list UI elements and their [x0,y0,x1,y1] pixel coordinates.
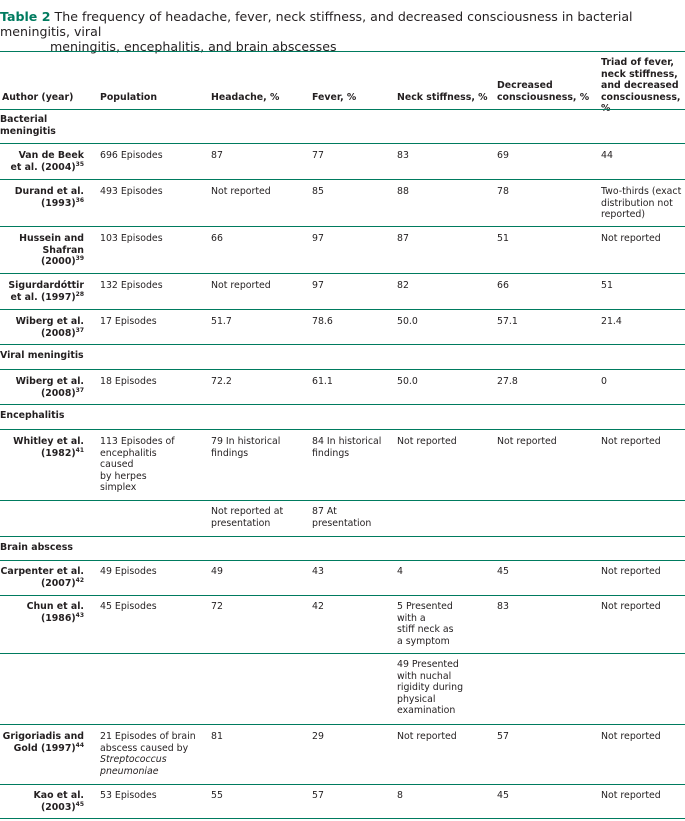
col-header-author: Author (year) [2,92,74,103]
consciousness-cell: 45 [497,566,509,577]
population-cell: 103 Episodes [100,233,163,244]
neck-stiffness-cell: 83 [397,150,409,161]
headache-cell: Not reported [211,280,271,291]
fever-cell: 57 [312,790,324,801]
row-rule [0,595,685,596]
consciousness-cell: Not reported [497,436,557,447]
author-cell: Wiberg et al. $(2008)^{37}$ [15,376,84,399]
consciousness-cell: 51 [497,233,509,244]
population-cell: 18 Episodes [100,376,157,387]
author-cell: Grigoriadis and Gold $(1997)^{44}$ [2,731,84,754]
row-rule [0,143,685,144]
row-rule [0,226,685,227]
author-cell: Chun et al. $(1986)^{43}$ [26,601,84,624]
headache-cell: 49 [211,566,223,577]
fever-cell: 85 [312,186,324,197]
fever-cell: 61.1 [312,376,333,387]
col-header-headache: Headache, % [211,92,280,103]
author-cell: Wiberg et al. $(2008)^{37}$ [15,316,84,339]
row-rule [0,273,685,274]
neck-stiffness-cell: 88 [397,186,409,197]
neck-stiffness-cell: Not reported [397,436,457,447]
triad-cell: 0 [601,376,607,387]
consciousness-cell: 78 [497,186,509,197]
population-cell: 49 Episodes [100,566,157,577]
neck-stiffness-cell: 5 Presented with a stiff neck as a symptom [397,601,454,647]
row-rule [0,724,685,725]
author-cell: Carpenter et al. $(2007)^{42}$ [0,566,84,589]
population-cell: 21 Episodes of brain abscess caused by Streptococcus pneumoniae [100,731,196,777]
consciousness-cell: 83 [497,601,509,612]
section-viral-meningitis: Viral meningitis [0,350,84,361]
population-cell: 113 Episodes of encephalitis caused by herpes simplex [100,436,175,493]
headache-cell: 81 [211,731,223,742]
neck-stiffness-cell: 82 [397,280,409,291]
neck-stiffness-cell: 50.0 [397,316,418,327]
table-top-rule [0,51,685,52]
population-cell: 493 Episodes [100,186,163,197]
triad-cell: Not reported [601,233,661,244]
table-title-line-1: The frequency of headache, fever, neck stiffness, and decreased consciousness in bacterial meningitis, viral [0,9,633,39]
section-encephalitis: Encephalitis [0,410,65,421]
table-caption [0,9,685,54]
triad-cell: Not reported [601,436,661,447]
fever-cell: 97 [312,280,324,291]
triad-cell: Not reported [601,566,661,577]
triad-cell: Not reported [601,601,661,612]
consciousness-cell: 57.1 [497,316,518,327]
population-cell: 696 Episodes [100,150,163,161]
consciousness-cell: 69 [497,150,509,161]
row-rule [0,179,685,180]
row-rule [0,404,685,405]
headache-cell: 66 [211,233,223,244]
population-cell: 17 Episodes [100,316,157,327]
fever-cell: 29 [312,731,324,742]
headache-cell: 51.7 [211,316,232,327]
headache-cell: 72.2 [211,376,232,387]
fever-cell: 77 [312,150,324,161]
fever-cell: 78.6 [312,316,333,327]
row-rule [0,536,685,537]
fever-cell: 97 [312,233,324,244]
consciousness-cell: 57 [497,731,509,742]
author-cell: Hussein and Shafran $(2000)^{39}$ [19,233,84,267]
headache-cell: 72 [211,601,223,612]
headache-cell: Not reported at presentation [211,506,284,529]
population-cell: 45 Episodes [100,601,157,612]
col-header-fever: Fever, % [312,92,357,103]
row-rule [0,653,685,654]
consciousness-cell: 45 [497,790,509,801]
row-rule [0,344,685,345]
population-cell: 132 Episodes [100,280,163,291]
headache-cell: 87 [211,150,223,161]
triad-cell: 44 [601,150,613,161]
neck-stiffness-cell: 50.0 [397,376,418,387]
population-cell: 53 Episodes [100,790,157,801]
author-cell: Kao et al. $(2003)^{45}$ [33,790,84,813]
author-cell: Sigurdardóttir et al. $(1997)^{28}$ [8,280,84,303]
headache-cell: 79 In historical findings [211,436,281,459]
headache-cell: 55 [211,790,223,801]
triad-cell: Not reported [601,731,661,742]
neck-stiffness-cell: 8 [397,790,403,801]
row-rule [0,784,685,785]
header-rule [0,109,685,110]
section-brain-abscess: Brain abscess [0,542,73,553]
table-label: Table 2 [0,9,51,24]
fever-cell: 43 [312,566,324,577]
author-cell: Durand et al. $(1993)^{36}$ [14,186,84,209]
triad-cell: 51 [601,280,613,291]
consciousness-cell: 27.8 [497,376,518,387]
fever-cell: 42 [312,601,324,612]
author-cell: Van de Beek et al. $(2004)^{35}$ [10,150,84,173]
col-header-triad: Triad of fever, neck stiffness, and decreased consciousness, % [601,57,681,114]
consciousness-cell: 66 [497,280,509,291]
neck-stiffness-cell: Not reported [397,731,457,742]
row-rule [0,309,685,310]
row-rule [0,429,685,430]
row-rule [0,560,685,561]
section-bacterial-meningitis: Bacterial meningitis [0,114,56,137]
triad-cell: 21.4 [601,316,622,327]
row-rule [0,500,685,501]
row-rule [0,369,685,370]
triad-cell: Not reported [601,790,661,801]
triad-cell: Two-thirds (exact distribution not reported) [601,186,682,220]
author-cell: Whitley et al. $(1982)^{41}$ [13,436,84,459]
table-title-line-2: meningitis, encephalitis, and brain abscesses [50,39,337,54]
col-header-consciousness: Decreased consciousness, % [497,80,590,103]
fever-cell: 87 At presentation [312,506,372,529]
col-header-neck-stiffness: Neck stiffness, % [397,92,488,103]
neck-stiffness-cell: 4 [397,566,403,577]
table-bottom-rule [0,818,685,819]
neck-stiffness-cell: 87 [397,233,409,244]
headache-cell: Not reported [211,186,271,197]
col-header-population: Population [100,92,158,103]
neck-stiffness-cell: 49 Presented with nuchal rigidity during physical examination [397,659,464,716]
fever-cell: 84 In historical findings [312,436,382,459]
